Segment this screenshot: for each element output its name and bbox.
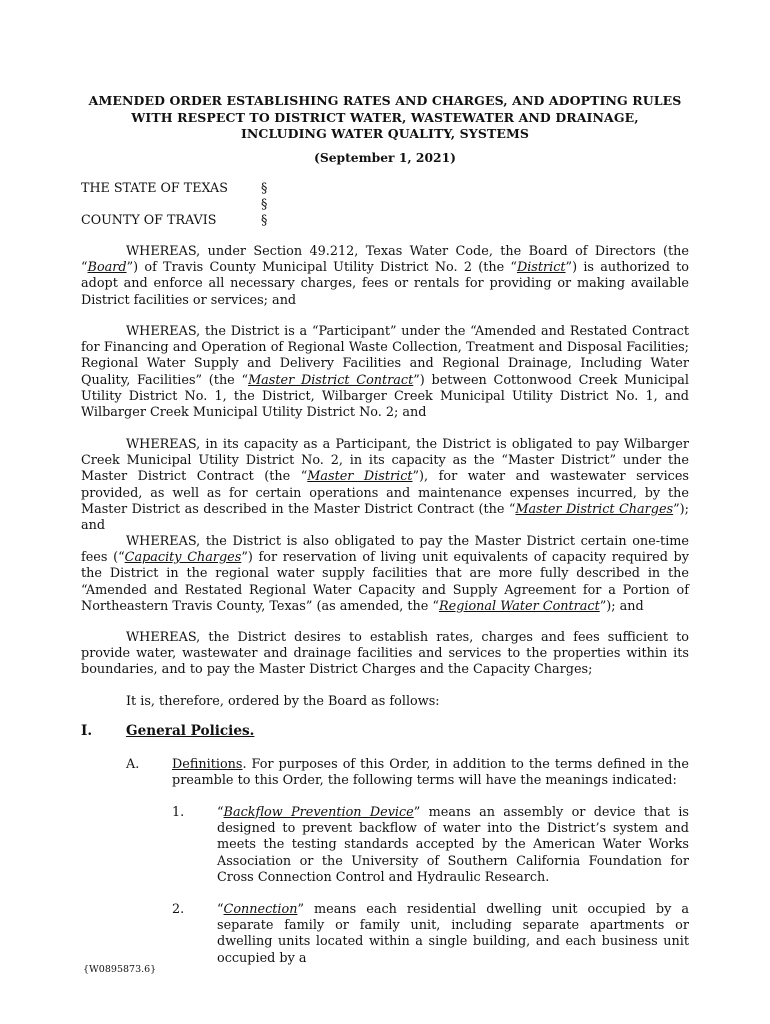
definition-number: 1. bbox=[172, 805, 185, 820]
whereas-paragraph-1: WHEREAS, under Section 49.212, Texas Water Code, the Board of Directors (the “Board”) of Travis County Municipal Utility District No. 2 (the “District”) is authorized to adopt and enforce all necessary charges, fees or rentals for providing or making available District facilities or services; and bbox=[81, 244, 690, 308]
caption-state: THE STATE OF TEXAS bbox=[81, 180, 228, 195]
caption-county: COUNTY OF TRAVIS bbox=[81, 212, 217, 227]
definition-number: 2. bbox=[172, 902, 185, 917]
defined-term-master-district-contract: Master District Contract bbox=[248, 372, 414, 388]
whereas-paragraph-4: WHEREAS, the District is also obligated to pay the Master District certain one-time fees (“Capacity Charges”) for reservation of living unit equivalents of capacity required by the District in the regional water supply facilities that are more fully described in the “Amended and Restated Regional Water Capacity and Supply Agreement for a Portion of Northeastern Travis County, Texas” (as amended, the “Regional Water Contract”); and bbox=[81, 534, 689, 614]
ordered-paragraph: It is, therefore, ordered by the Board as follows: bbox=[126, 694, 440, 709]
whereas-paragraph-2: WHEREAS, the District is a “Participant” under the “Amended and Restated Contract for Financing and Operation of Regional Waste Collection, Treatment and Disposal Facilities; Regional Water Supply and Delivery Facilities and Regional Drainage, Including Water Quality, Facilities” (the “Master District Contract”) between Cottonwood Creek Municipal Utility District No. 1, the District, Wilbarger Creek Municipal Utility District No. 1, and Wilbarger Creek Municipal Utility District No. 2; and bbox=[81, 324, 689, 421]
defined-term-district: District bbox=[516, 260, 566, 276]
subsection-heading: Definitions bbox=[172, 757, 243, 772]
section-label: General Policies. bbox=[126, 723, 255, 739]
section-sign: § bbox=[261, 212, 268, 227]
section-sign: § bbox=[261, 180, 268, 195]
defined-term: Backflow Prevention Device bbox=[223, 805, 414, 820]
whereas-paragraph-5: WHEREAS, the District desires to establish rates, charges and fees sufficient to provide water, wastewater and drainage facilities and services to the properties within its boundaries, and to pay the Master District Charges and the Capacity Charges; bbox=[81, 630, 689, 678]
document-title bbox=[80, 93, 690, 143]
defined-term-master-district-charges: Master District Charges bbox=[515, 501, 674, 517]
defined-term-capacity-charges: Capacity Charges bbox=[124, 550, 242, 566]
title-line: AMENDED ORDER ESTABLISHING RATES AND CHARGES, AND ADOPTING RULES bbox=[88, 93, 682, 108]
caption-block bbox=[81, 180, 381, 228]
document-date: (September 1, 2021) bbox=[314, 150, 456, 165]
subsection-number: A. bbox=[126, 757, 140, 772]
whereas-paragraph-3: WHEREAS, in its capacity as a Participant, the District is obligated to pay Wilbarger Creek Municipal Utility District No. 2, in its capacity as the “Master District” under the Master District Contract (the “Master District”), for water and wastewater services provided, as well as for certain operations and maintenance expenses incurred, by the Master District as described in the Master District Contract (the “Master District Charges”); and bbox=[81, 437, 689, 534]
document-footer-id: {W0895873.6} bbox=[83, 964, 157, 975]
definition-text: “Backflow Prevention Device” means an assembly or device that is designed to prevent backflow of water into the District’s system and meets the testing standards accepted by the American Water Works Association or the University of Southern California Foundation for Cross Connection Control and Hydraulic Research. bbox=[217, 805, 689, 885]
subsection-text: Definitions. For purposes of this Order, in addition to the terms defined in the preamble to this Order, the following terms will have the meanings indicated: bbox=[172, 757, 689, 789]
defined-term-board: Board bbox=[87, 260, 127, 276]
title-line: INCLUDING WATER QUALITY, SYSTEMS bbox=[240, 126, 530, 141]
definition-text: “Connection” means each residential dwelling unit occupied by a separate family or family unit, including separate apartments or dwelling units located within a single building, and each business unit occupied by a bbox=[217, 902, 689, 966]
section-sign: § bbox=[261, 196, 268, 211]
section-number: I. bbox=[81, 723, 93, 739]
title-line: WITH RESPECT TO DISTRICT WATER, WASTEWATER AND DRAINAGE, bbox=[131, 109, 639, 125]
defined-term: Connection bbox=[223, 902, 298, 917]
defined-term-master-district: Master District bbox=[307, 469, 413, 485]
defined-term-regional-water-contract: Regional Water Contract bbox=[438, 598, 600, 614]
